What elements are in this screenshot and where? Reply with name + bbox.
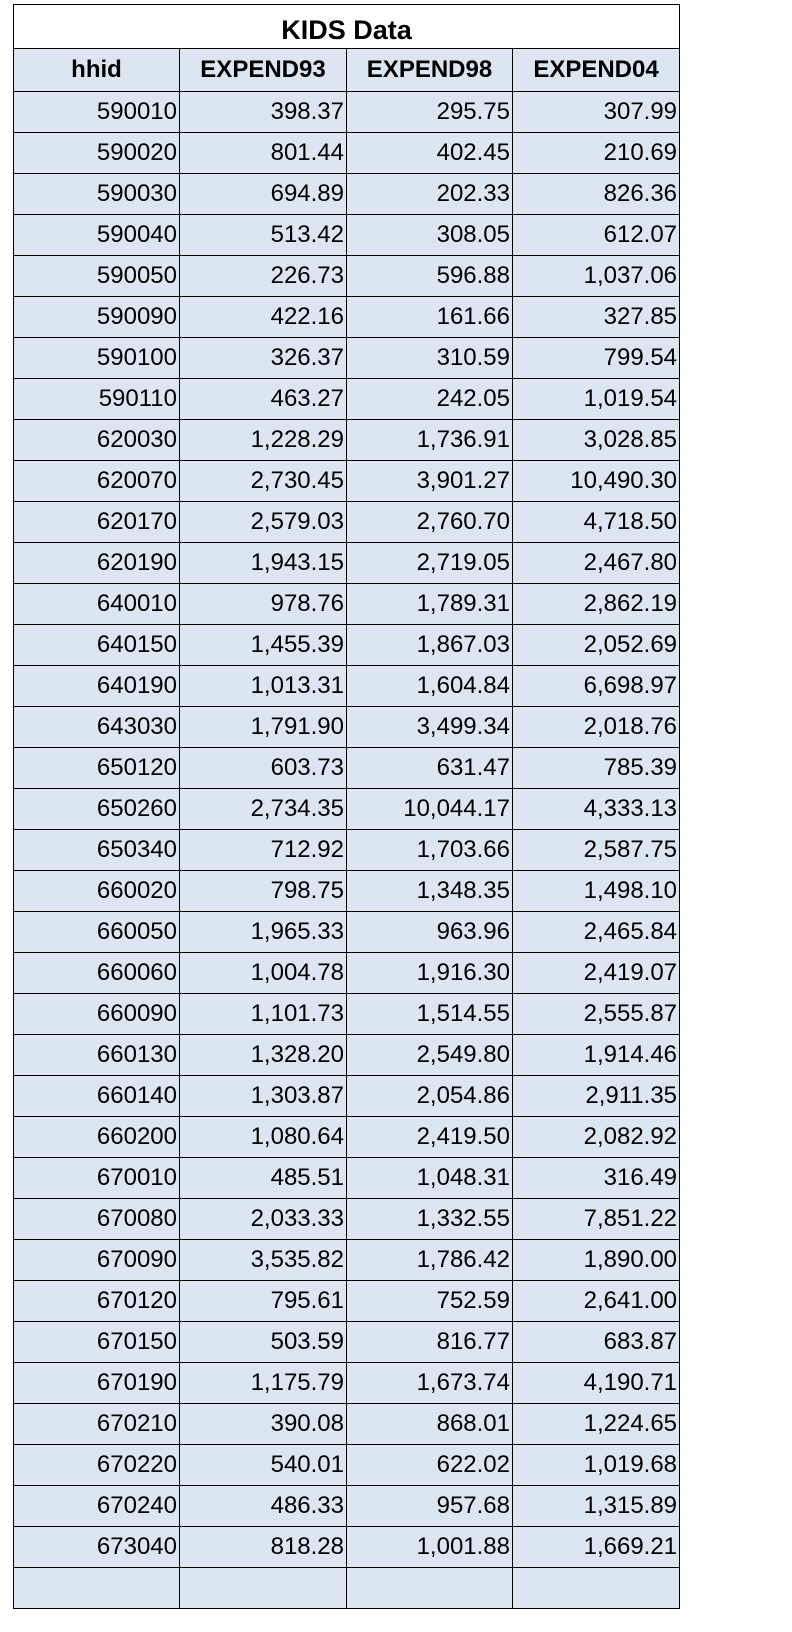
table-row bbox=[14, 297, 680, 338]
cell-expend04[interactable]: 2,587.75 bbox=[513, 830, 680, 871]
cell-expend93[interactable]: 1,013.31 bbox=[180, 666, 347, 707]
cell-expend98[interactable]: 957.68 bbox=[347, 1486, 513, 1527]
cell-hhid[interactable]: 640010 bbox=[14, 584, 180, 625]
table-row bbox=[14, 461, 680, 502]
cell-expend93[interactable]: 513.42 bbox=[180, 215, 347, 256]
table-row bbox=[14, 1076, 680, 1117]
table-row bbox=[14, 1527, 680, 1568]
cell-expend93[interactable]: 540.01 bbox=[180, 1445, 347, 1486]
cell-expend04[interactable]: 826.36 bbox=[513, 174, 680, 215]
cell-expend93[interactable]: 485.51 bbox=[180, 1158, 347, 1199]
cell-expend04[interactable]: 2,419.07 bbox=[513, 953, 680, 994]
cell-expend93[interactable]: 1,943.15 bbox=[180, 543, 347, 584]
cell-expend93[interactable]: 795.61 bbox=[180, 1281, 347, 1322]
cell-expend04[interactable]: 1,669.21 bbox=[513, 1527, 680, 1568]
cell-expend04[interactable]: 3,028.85 bbox=[513, 420, 680, 461]
table-title: KIDS Data bbox=[14, 5, 680, 49]
cell-hhid[interactable]: 620070 bbox=[14, 461, 180, 502]
cell-expend04[interactable]: 1,315.89 bbox=[513, 1486, 680, 1527]
cell-expend04[interactable]: 612.07 bbox=[513, 215, 680, 256]
cell-expend04[interactable]: 2,467.80 bbox=[513, 543, 680, 584]
cell-expend04[interactable]: 1,037.06 bbox=[513, 256, 680, 297]
cell-expend98[interactable]: 3,499.34 bbox=[347, 707, 513, 748]
table-row bbox=[14, 420, 680, 461]
column-header-expend98[interactable]: EXPEND98 bbox=[347, 49, 513, 92]
cell-expend93[interactable]: 1,455.39 bbox=[180, 625, 347, 666]
table-row bbox=[14, 994, 680, 1035]
cell-expend93[interactable]: 226.73 bbox=[180, 256, 347, 297]
cell-hhid[interactable]: 670220 bbox=[14, 1445, 180, 1486]
cell-expend04[interactable]: 327.85 bbox=[513, 297, 680, 338]
table-row bbox=[14, 174, 680, 215]
title-row bbox=[14, 5, 680, 49]
table-row bbox=[14, 215, 680, 256]
cell-hhid[interactable]: 673040 bbox=[14, 1527, 180, 1568]
cell-expend04[interactable]: 4,190.71 bbox=[513, 1363, 680, 1404]
cell-expend98[interactable]: 161.66 bbox=[347, 297, 513, 338]
cell-expend98[interactable]: 2,719.05 bbox=[347, 543, 513, 584]
cell-expend04[interactable]: 1,019.68 bbox=[513, 1445, 680, 1486]
cell-expend93[interactable]: 1,303.87 bbox=[180, 1076, 347, 1117]
table-row bbox=[14, 379, 680, 420]
cell-expend04[interactable]: 2,052.69 bbox=[513, 625, 680, 666]
cell-expend98[interactable]: 963.96 bbox=[347, 912, 513, 953]
cell-expend98[interactable] bbox=[347, 1568, 513, 1609]
table-row bbox=[14, 789, 680, 830]
table-row bbox=[14, 1322, 680, 1363]
cell-hhid[interactable]: 640190 bbox=[14, 666, 180, 707]
cell-hhid[interactable]: 650260 bbox=[14, 789, 180, 830]
cell-hhid[interactable]: 670120 bbox=[14, 1281, 180, 1322]
cell-expend93[interactable]: 2,734.35 bbox=[180, 789, 347, 830]
cell-expend98[interactable]: 242.05 bbox=[347, 379, 513, 420]
cell-hhid[interactable]: 640150 bbox=[14, 625, 180, 666]
cell-hhid[interactable]: 590050 bbox=[14, 256, 180, 297]
cell-hhid[interactable]: 620170 bbox=[14, 502, 180, 543]
cell-expend93[interactable]: 422.16 bbox=[180, 297, 347, 338]
cell-expend04[interactable]: 2,911.35 bbox=[513, 1076, 680, 1117]
cell-hhid[interactable] bbox=[14, 1568, 180, 1609]
cell-expend98[interactable]: 1,703.66 bbox=[347, 830, 513, 871]
cell-hhid[interactable]: 590040 bbox=[14, 215, 180, 256]
cell-expend98[interactable]: 402.45 bbox=[347, 133, 513, 174]
cell-expend04[interactable]: 1,914.46 bbox=[513, 1035, 680, 1076]
cell-hhid[interactable]: 670010 bbox=[14, 1158, 180, 1199]
table-row bbox=[14, 871, 680, 912]
cell-expend93[interactable]: 1,965.33 bbox=[180, 912, 347, 953]
cell-expend93[interactable]: 2,730.45 bbox=[180, 461, 347, 502]
table-row bbox=[14, 502, 680, 543]
cell-hhid[interactable]: 650120 bbox=[14, 748, 180, 789]
cell-hhid[interactable]: 590090 bbox=[14, 297, 180, 338]
cell-hhid[interactable]: 660130 bbox=[14, 1035, 180, 1076]
cell-expend93[interactable]: 486.33 bbox=[180, 1486, 347, 1527]
cell-hhid[interactable]: 660020 bbox=[14, 871, 180, 912]
data-table bbox=[13, 4, 680, 1609]
table-row bbox=[14, 1035, 680, 1076]
cell-hhid[interactable]: 670240 bbox=[14, 1486, 180, 1527]
cell-expend98[interactable]: 1,789.31 bbox=[347, 584, 513, 625]
table-row bbox=[14, 92, 680, 133]
table-row bbox=[14, 830, 680, 871]
table-row bbox=[14, 1363, 680, 1404]
cell-expend93[interactable]: 390.08 bbox=[180, 1404, 347, 1445]
cell-expend93[interactable]: 398.37 bbox=[180, 92, 347, 133]
cell-expend98[interactable]: 1,867.03 bbox=[347, 625, 513, 666]
cell-expend93[interactable]: 503.59 bbox=[180, 1322, 347, 1363]
cell-hhid[interactable]: 643030 bbox=[14, 707, 180, 748]
cell-hhid[interactable]: 670080 bbox=[14, 1199, 180, 1240]
cell-expend93[interactable]: 2,033.33 bbox=[180, 1199, 347, 1240]
table-row bbox=[14, 748, 680, 789]
cell-expend04[interactable]: 10,490.30 bbox=[513, 461, 680, 502]
cell-expend98[interactable]: 1,604.84 bbox=[347, 666, 513, 707]
table-row bbox=[14, 912, 680, 953]
cell-expend04[interactable]: 4,718.50 bbox=[513, 502, 680, 543]
table-row bbox=[14, 666, 680, 707]
table-row bbox=[14, 1281, 680, 1322]
header-row bbox=[14, 49, 680, 92]
cell-expend04[interactable] bbox=[513, 1568, 680, 1609]
table-body bbox=[14, 92, 680, 1609]
cell-expend98[interactable]: 1,673.74 bbox=[347, 1363, 513, 1404]
table-row bbox=[14, 1199, 680, 1240]
cell-hhid[interactable]: 590010 bbox=[14, 92, 180, 133]
cell-expend93[interactable]: 2,579.03 bbox=[180, 502, 347, 543]
cell-hhid[interactable]: 590100 bbox=[14, 338, 180, 379]
cell-hhid[interactable]: 670150 bbox=[14, 1322, 180, 1363]
cell-expend93[interactable]: 694.89 bbox=[180, 174, 347, 215]
cell-hhid[interactable]: 670090 bbox=[14, 1240, 180, 1281]
cell-expend93[interactable]: 1,228.29 bbox=[180, 420, 347, 461]
cell-expend04[interactable]: 2,555.87 bbox=[513, 994, 680, 1035]
cell-expend93[interactable]: 1,101.73 bbox=[180, 994, 347, 1035]
cell-expend98[interactable]: 1,332.55 bbox=[347, 1199, 513, 1240]
cell-expend93[interactable]: 1,328.20 bbox=[180, 1035, 347, 1076]
cell-hhid[interactable]: 660060 bbox=[14, 953, 180, 994]
cell-expend98[interactable]: 1,514.55 bbox=[347, 994, 513, 1035]
cell-expend04[interactable]: 210.69 bbox=[513, 133, 680, 174]
cell-hhid[interactable]: 670210 bbox=[14, 1404, 180, 1445]
cell-expend04[interactable]: 1,498.10 bbox=[513, 871, 680, 912]
cell-expend93[interactable]: 798.75 bbox=[180, 871, 347, 912]
cell-expend04[interactable]: 2,862.19 bbox=[513, 584, 680, 625]
cell-expend93[interactable]: 818.28 bbox=[180, 1527, 347, 1568]
table-row bbox=[14, 133, 680, 174]
cell-expend93[interactable]: 603.73 bbox=[180, 748, 347, 789]
cell-expend98[interactable]: 1,736.91 bbox=[347, 420, 513, 461]
column-header-expend93[interactable]: EXPEND93 bbox=[180, 49, 347, 92]
table-row bbox=[14, 1404, 680, 1445]
cell-expend04[interactable]: 785.39 bbox=[513, 748, 680, 789]
cell-expend98[interactable]: 622.02 bbox=[347, 1445, 513, 1486]
cell-expend98[interactable]: 1,001.88 bbox=[347, 1527, 513, 1568]
cell-expend93[interactable]: 463.27 bbox=[180, 379, 347, 420]
cell-expend93[interactable]: 978.76 bbox=[180, 584, 347, 625]
cell-expend93[interactable]: 801.44 bbox=[180, 133, 347, 174]
table-row bbox=[14, 953, 680, 994]
cell-expend98[interactable]: 2,419.50 bbox=[347, 1117, 513, 1158]
cell-expend98[interactable]: 1,348.35 bbox=[347, 871, 513, 912]
table-row bbox=[14, 707, 680, 748]
table-row bbox=[14, 1158, 680, 1199]
table-row bbox=[14, 625, 680, 666]
column-header-hhid[interactable]: hhid bbox=[14, 49, 180, 92]
cell-expend93[interactable]: 1,791.90 bbox=[180, 707, 347, 748]
cell-expend98[interactable]: 868.01 bbox=[347, 1404, 513, 1445]
table-row bbox=[14, 1240, 680, 1281]
cell-expend93[interactable]: 1,080.64 bbox=[180, 1117, 347, 1158]
cell-hhid[interactable]: 660140 bbox=[14, 1076, 180, 1117]
cell-expend04[interactable]: 1,019.54 bbox=[513, 379, 680, 420]
cell-expend98[interactable]: 752.59 bbox=[347, 1281, 513, 1322]
cell-hhid[interactable]: 590110 bbox=[14, 379, 180, 420]
cell-expend98[interactable]: 3,901.27 bbox=[347, 461, 513, 502]
cell-hhid[interactable]: 660050 bbox=[14, 912, 180, 953]
cell-expend98[interactable]: 2,054.86 bbox=[347, 1076, 513, 1117]
cell-expend93[interactable]: 3,535.82 bbox=[180, 1240, 347, 1281]
cell-expend04[interactable]: 4,333.13 bbox=[513, 789, 680, 830]
cell-expend98[interactable]: 202.33 bbox=[347, 174, 513, 215]
cell-hhid[interactable]: 650340 bbox=[14, 830, 180, 871]
cell-hhid[interactable]: 670190 bbox=[14, 1363, 180, 1404]
cell-expend93[interactable]: 326.37 bbox=[180, 338, 347, 379]
cell-expend04[interactable]: 2,465.84 bbox=[513, 912, 680, 953]
cell-expend04[interactable]: 683.87 bbox=[513, 1322, 680, 1363]
table-row bbox=[14, 543, 680, 584]
cell-expend93[interactable]: 1,175.79 bbox=[180, 1363, 347, 1404]
cell-expend93[interactable]: 1,004.78 bbox=[180, 953, 347, 994]
cell-expend04[interactable]: 7,851.22 bbox=[513, 1199, 680, 1240]
cell-expend98[interactable]: 310.59 bbox=[347, 338, 513, 379]
cell-expend04[interactable]: 799.54 bbox=[513, 338, 680, 379]
column-header-expend04[interactable]: EXPEND04 bbox=[513, 49, 680, 92]
cell-expend04[interactable]: 307.99 bbox=[513, 92, 680, 133]
table-row bbox=[14, 1568, 680, 1609]
cell-expend04[interactable]: 2,082.92 bbox=[513, 1117, 680, 1158]
table-row bbox=[14, 1117, 680, 1158]
cell-expend04[interactable]: 1,224.65 bbox=[513, 1404, 680, 1445]
cell-expend98[interactable]: 295.75 bbox=[347, 92, 513, 133]
cell-expend98[interactable]: 1,786.42 bbox=[347, 1240, 513, 1281]
cell-hhid[interactable]: 590020 bbox=[14, 133, 180, 174]
table-row bbox=[14, 338, 680, 379]
cell-expend04[interactable]: 2,018.76 bbox=[513, 707, 680, 748]
cell-hhid[interactable]: 620030 bbox=[14, 420, 180, 461]
cell-expend93[interactable]: 712.92 bbox=[180, 830, 347, 871]
cell-hhid[interactable]: 660200 bbox=[14, 1117, 180, 1158]
cell-expend98[interactable]: 596.88 bbox=[347, 256, 513, 297]
cell-expend98[interactable]: 631.47 bbox=[347, 748, 513, 789]
cell-expend98[interactable]: 2,549.80 bbox=[347, 1035, 513, 1076]
cell-expend98[interactable]: 1,048.31 bbox=[347, 1158, 513, 1199]
cell-expend04[interactable]: 2,641.00 bbox=[513, 1281, 680, 1322]
cell-expend98[interactable]: 1,916.30 bbox=[347, 953, 513, 994]
cell-expend98[interactable]: 10,044.17 bbox=[347, 789, 513, 830]
table-row bbox=[14, 256, 680, 297]
table-row bbox=[14, 1486, 680, 1527]
cell-expend04[interactable]: 1,890.00 bbox=[513, 1240, 680, 1281]
cell-expend98[interactable]: 2,760.70 bbox=[347, 502, 513, 543]
table-row bbox=[14, 584, 680, 625]
cell-expend93[interactable] bbox=[180, 1568, 347, 1609]
cell-hhid[interactable]: 620190 bbox=[14, 543, 180, 584]
cell-expend04[interactable]: 6,698.97 bbox=[513, 666, 680, 707]
cell-hhid[interactable]: 660090 bbox=[14, 994, 180, 1035]
cell-expend98[interactable]: 816.77 bbox=[347, 1322, 513, 1363]
cell-expend98[interactable]: 308.05 bbox=[347, 215, 513, 256]
cell-hhid[interactable]: 590030 bbox=[14, 174, 180, 215]
cell-expend04[interactable]: 316.49 bbox=[513, 1158, 680, 1199]
table-row bbox=[14, 1445, 680, 1486]
